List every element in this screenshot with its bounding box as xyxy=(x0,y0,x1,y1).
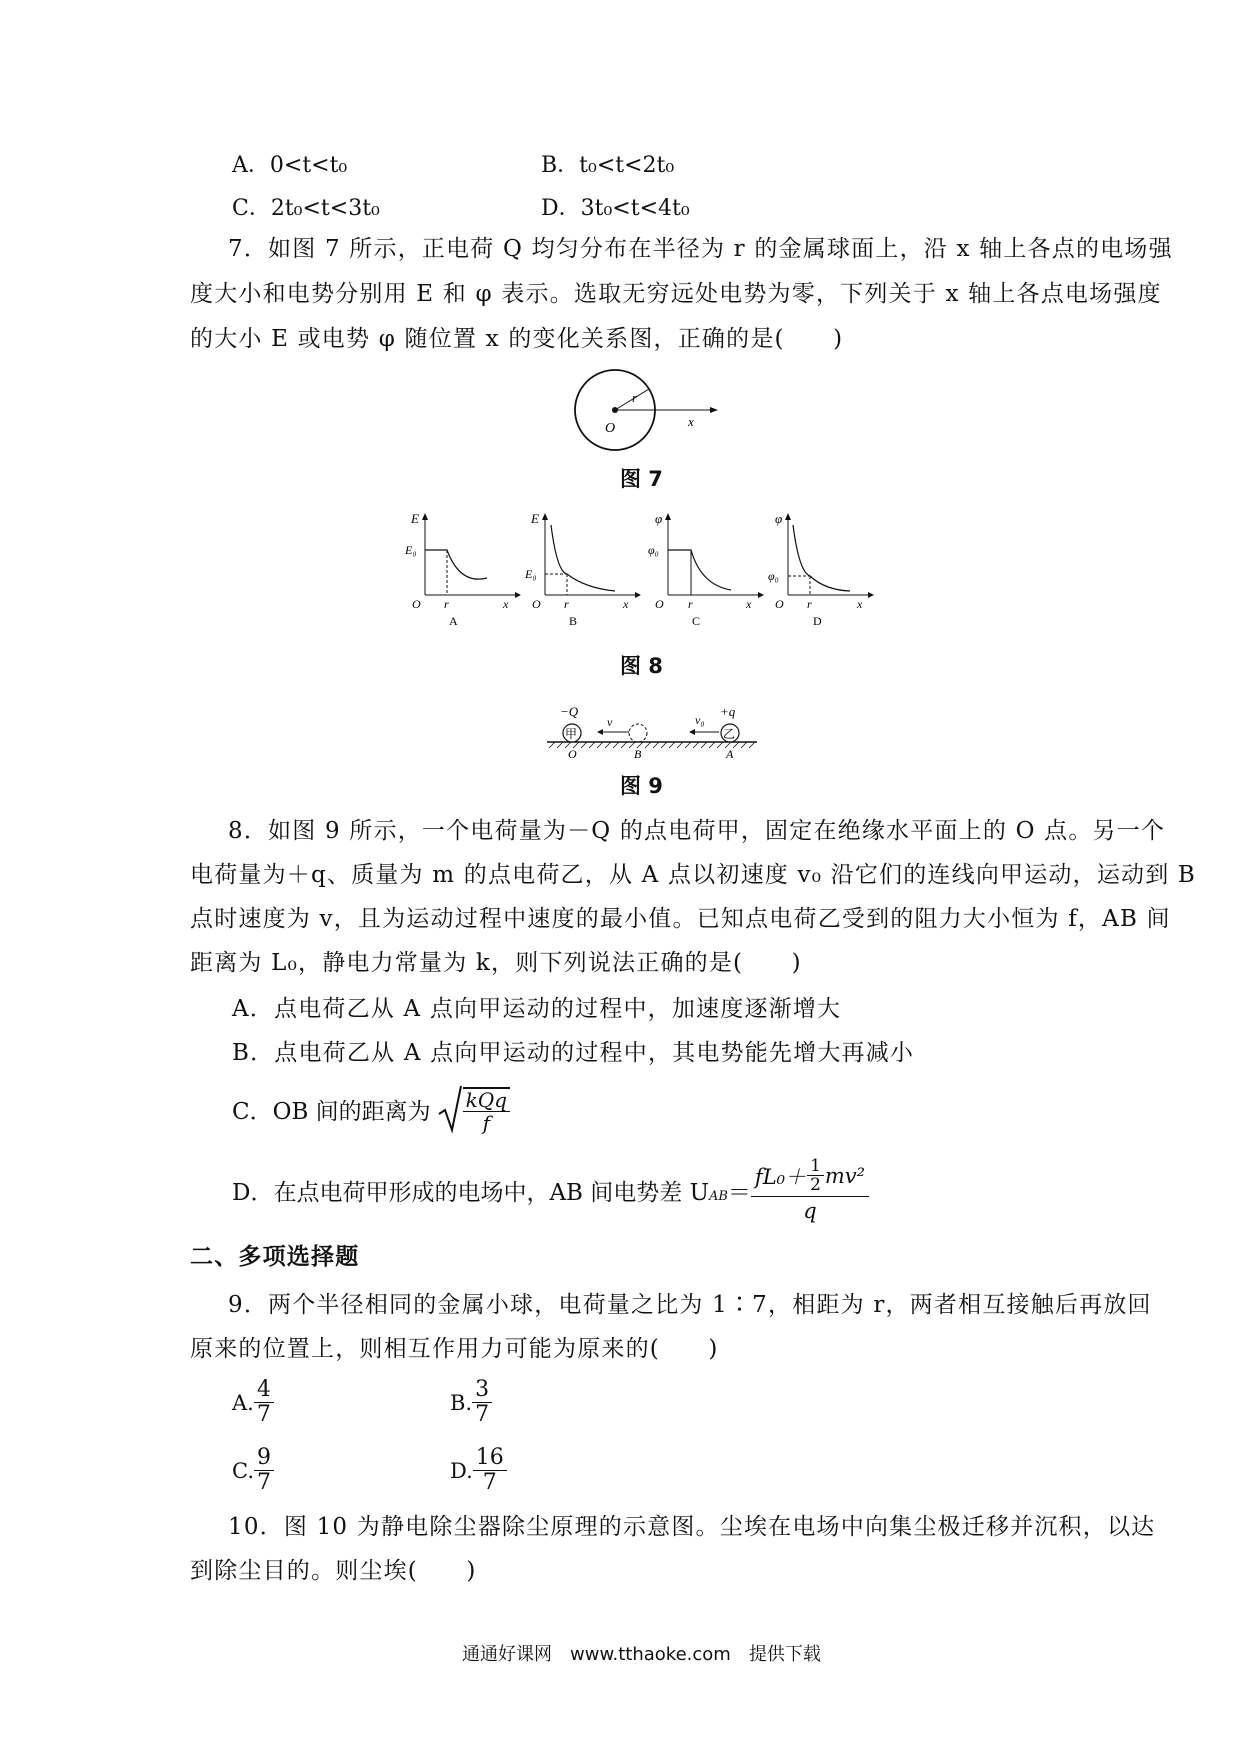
graph-b xyxy=(524,511,641,628)
graph-b-name: B xyxy=(569,614,578,628)
figure-7-caption: 图 7 xyxy=(620,467,663,491)
q10-line-2: 到除尘目的。则尘埃( ) xyxy=(190,1558,477,1584)
graph-b-origin: O xyxy=(532,597,541,611)
q7-line-3: 的大小 E 或电势 φ 随位置 x 的变化关系图，正确的是( ) xyxy=(190,326,844,352)
figure-8-caption: 图 8 xyxy=(620,654,663,678)
q10-line-1: 10．图 10 为静电除尘器除尘原理的示意图。尘埃在电场中向集尘极迁移并沉积，以达 xyxy=(228,1514,1156,1540)
q9-option-d-letter: D. xyxy=(450,1458,473,1483)
q8-option-c-text: C．OB 间的距离为 xyxy=(232,1098,431,1125)
graph-a xyxy=(405,511,521,628)
graph-d-origin: O xyxy=(775,597,784,611)
q9-b-den: 7 xyxy=(475,1402,490,1427)
fig9-body-left: 甲 xyxy=(565,727,578,741)
q9-line-1: 9．两个半径相同的金属小球，电荷量之比为 1∶7，相距为 r，两者相互接触后再放回 xyxy=(228,1292,1152,1318)
q8-line-1: 8．如图 9 所示，一个电荷量为－Q 的点电荷甲，固定在绝缘水平面上的 O 点。另一个 xyxy=(228,818,1166,844)
q8-line-4: 距离为 L₀，静电力常量为 k，则下列说法正确的是( ) xyxy=(190,950,802,976)
q6-option-d: D．3t₀<t<4t₀ xyxy=(541,196,690,221)
fig9-label-v: v xyxy=(607,715,613,729)
figure-8-graphs xyxy=(405,510,875,630)
q6-option-c: C．2t₀<t<3t₀ xyxy=(232,196,380,221)
q8-option-b: B．点电荷乙从 A 点向甲运动的过程中，其电势能先增大再减小 xyxy=(232,1040,915,1066)
q7-line-1: 7．如图 7 所示，正电荷 Q 均匀分布在半径为 r 的金属球面上，沿 x 轴上各点的电场强 xyxy=(228,236,1173,262)
graph-a-x: x xyxy=(503,597,509,611)
graph-a-r: r xyxy=(444,597,449,611)
graph-d-ylabel: φ xyxy=(775,511,783,526)
graph-d-r: r xyxy=(807,597,812,611)
fig9-point-o: O xyxy=(568,747,577,761)
q8-d-half-num: 1 xyxy=(807,1157,824,1176)
fig9-charge-right: +q xyxy=(720,704,736,719)
graph-a-level: E₀ xyxy=(405,543,417,557)
graph-c-name: C xyxy=(692,614,701,628)
q8-option-c xyxy=(232,1082,510,1136)
q8-d-equals: ＝ xyxy=(727,1179,751,1206)
section-heading-multiple-choice: 二、多项选择题 xyxy=(190,1244,360,1270)
q9-b-num: 3 xyxy=(472,1378,492,1403)
graph-d-x: x xyxy=(857,597,863,611)
q9-option-b-letter: B. xyxy=(450,1390,473,1415)
q9-option-a-letter: A. xyxy=(232,1390,254,1415)
q9-c-num: 9 xyxy=(254,1446,274,1471)
graph-b-ylabel: E xyxy=(531,511,539,526)
q7-line-2: 度大小和电势分别用 E 和 φ 表示。选取无穷远处电势为零，下列关于 x 轴上各点电场强度 xyxy=(190,281,1162,307)
q9-option-b xyxy=(450,1378,492,1427)
q9-a-num: 4 xyxy=(254,1378,274,1403)
q8-d-half-den: 2 xyxy=(810,1175,821,1195)
graph-c xyxy=(648,511,764,628)
q8-option-d-text: D．在点电荷甲形成的电场中，AB 间电势差 U xyxy=(232,1179,709,1206)
graph-b-x: x xyxy=(623,597,629,611)
q8-d-denominator: q xyxy=(803,1199,817,1223)
q9-option-c-letter: C. xyxy=(232,1458,254,1483)
fig9-label-v0: v₀ xyxy=(695,713,705,727)
q8-line-3: 点时速度为 v，且为运动过程中速度的最小值。已知点电荷乙受到的阻力大小恒为 f，AB 间 xyxy=(190,906,1171,932)
graph-c-r: r xyxy=(688,597,693,611)
fig9-point-b: B xyxy=(634,747,642,761)
graph-d xyxy=(768,511,874,628)
sqrt-sign-icon xyxy=(437,1084,463,1134)
graph-b-r: r xyxy=(564,597,569,611)
q9-a-den: 7 xyxy=(256,1402,271,1427)
page-footer: 通通好课网 www.tthaoke.com 提供下载 xyxy=(462,1644,821,1665)
q9-option-a xyxy=(232,1378,274,1427)
q9-option-c xyxy=(232,1446,274,1495)
graph-b-level: E₀ xyxy=(525,567,537,581)
graph-c-ylabel: φ xyxy=(655,511,663,526)
graph-c-origin: O xyxy=(655,597,664,611)
q8-c-denominator: f xyxy=(482,1111,491,1135)
graph-a-name: A xyxy=(449,614,458,628)
figure-7-sphere xyxy=(570,360,720,460)
q8-d-subscript: AB xyxy=(708,1189,728,1204)
graph-a-origin: O xyxy=(412,597,421,611)
graph-d-level: φ₀ xyxy=(768,569,779,583)
fig7-label-o: O xyxy=(605,421,616,436)
fig7-label-r: r xyxy=(632,390,638,405)
fig9-point-a: A xyxy=(726,747,734,761)
q8-option-d xyxy=(232,1150,869,1230)
q6-option-a: A．0<t<t₀ xyxy=(232,153,348,178)
graph-a-ylabel: E xyxy=(411,511,419,526)
figure-9-caption: 图 9 xyxy=(620,774,663,798)
q9-option-d xyxy=(450,1446,507,1495)
graph-c-level: φ₀ xyxy=(648,543,659,557)
figure-9-charges xyxy=(545,702,760,762)
q6-option-b: B．t₀<t<2t₀ xyxy=(541,153,675,178)
q8-d-num-a: fL₀＋ xyxy=(754,1164,807,1189)
q8-line-2: 电荷量为＋q、质量为 m 的点电荷乙，从 A 点以初速度 v₀ 沿它们的连线向甲运动，运动到 B xyxy=(190,862,1197,888)
q9-d-num: 16 xyxy=(473,1446,507,1471)
q9-c-den: 7 xyxy=(257,1470,271,1495)
q8-c-numerator: kQq xyxy=(463,1089,510,1112)
fig9-charge-left: −Q xyxy=(560,704,579,719)
graph-c-x: x xyxy=(746,597,752,611)
q8-option-a: A．点电荷乙从 A 点向甲运动的过程中，加速度逐渐增大 xyxy=(232,996,842,1022)
fig9-body-right: 乙 xyxy=(723,727,736,741)
q9-d-den: 7 xyxy=(482,1470,497,1495)
fig7-label-x: x xyxy=(688,414,694,429)
q8-d-num-b: mv² xyxy=(824,1163,866,1188)
sqrt-expression xyxy=(437,1084,510,1134)
q9-line-2: 原来的位置上，则相互作用力可能为原来的( ) xyxy=(190,1336,719,1362)
graph-d-name: D xyxy=(813,614,822,628)
